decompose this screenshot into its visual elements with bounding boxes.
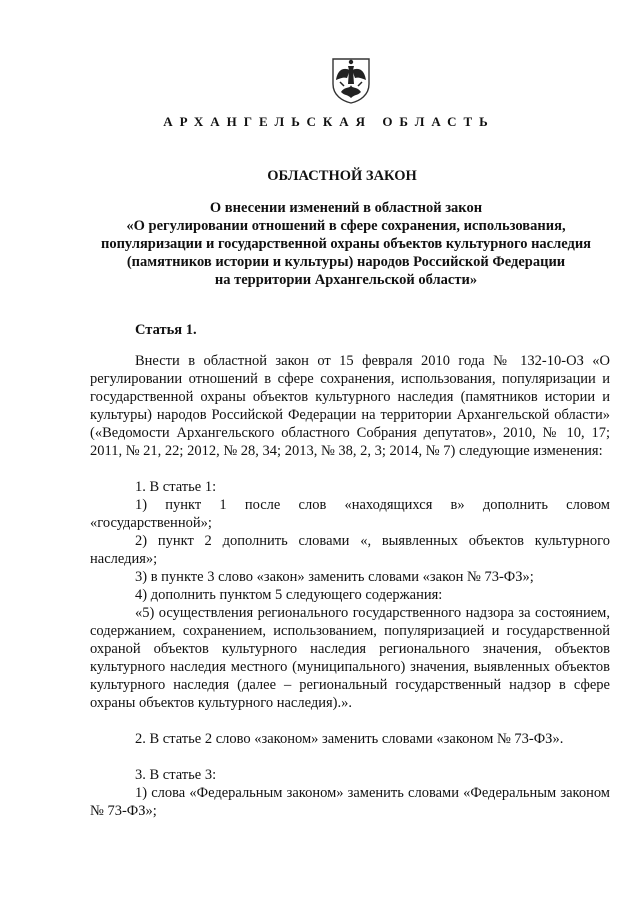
law-subtitle — [80, 199, 612, 289]
paragraph: 1) пункт 1 после слов «находящихся в» дополнить словом «государственной»; — [90, 497, 610, 531]
paragraph: 2) пункт 2 дополнить словами «, выявленных объектов культурного наследия»; — [90, 533, 610, 567]
article-body — [90, 352, 610, 820]
paragraph: 3) в пункте 3 слово «закон» заменить словами «закон № 73-ФЗ»; — [135, 569, 534, 585]
region-name: АРХАНГЕЛЬСКАЯ ОБЛАСТЬ — [163, 114, 495, 129]
article-heading: Статья 1. — [135, 322, 197, 338]
subtitle-line: на территории Архангельской области» — [214, 272, 478, 288]
subtitle-line: популяризации и государственной охраны объектов культурного наследия — [100, 236, 592, 252]
paragraph: 1. В статье 1: — [135, 479, 217, 495]
subtitle-line: (памятников истории и культуры) народов Российской Федерации — [126, 254, 566, 270]
coat-of-arms-icon — [330, 56, 372, 104]
law-title: ОБЛАСТНОЙ ЗАКОН — [267, 168, 417, 184]
subtitle-line: «О регулировании отношений в сфере сохранения, использования, — [126, 218, 566, 234]
subtitle-line: О внесении изменений в областной закон — [209, 200, 483, 216]
paragraph: «5) осуществления регионального государственного надзора за состоянием, содержанием, сохранением, использованием, популяризацией и государственной охраной объектов культурного наследия регионального значения, объектов культурного наследия местного (муниципального) значения, выявленных объектов культурного наследия (далее – региональный государственный надзор в сфере охраны объектов культурного наследия).». — [90, 605, 610, 711]
paragraph: 4) дополнить пунктом 5 следующего содержания: — [135, 587, 443, 603]
paragraph: Внести в областной закон от 15 февраля 2010 года № 132-10-ОЗ «О регулировании отношений в сфере сохранения, использования, популяризации и государственной охраны объектов культурного наследия (памятников истории и культуры) народов Российской Федерации на территории Архангельской области» («Ведомости Архангельского областного Собрания депутатов», 2010, № 10, 17; 2011, № 21, 22; 2012, № 28, 34; 2013, № 38, 2, 3; 2014, № 7) следующие изменения: — [90, 353, 610, 459]
paragraph: 2. В статье 2 слово «законом» заменить словами «законом № 73-ФЗ». — [135, 731, 564, 747]
paragraph: 3. В статье 3: — [135, 767, 217, 783]
paragraph: 1) слова «Федеральным законом» заменить словами «Федеральным законом № 73-ФЗ»; — [90, 785, 610, 819]
